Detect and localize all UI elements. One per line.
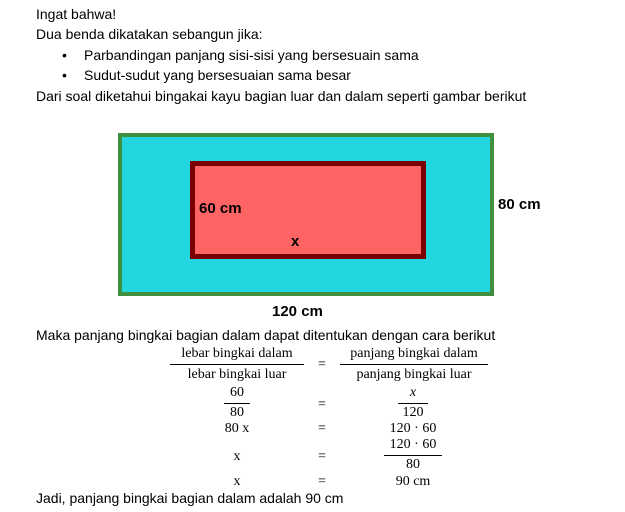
equation-5-left: x xyxy=(233,474,241,489)
equals-sign: = xyxy=(318,397,326,412)
fraction-bar xyxy=(170,364,304,365)
fraction-bar xyxy=(384,455,442,456)
equals-sign: = xyxy=(318,357,326,372)
equation-1-left-denominator: lebar bingkai luar xyxy=(187,367,287,382)
inner-width-label: x xyxy=(291,233,300,250)
fraction-bar xyxy=(340,364,488,365)
bullet-text: Parbandingan panjang sisi-sisi yang bersesuain sama xyxy=(84,47,419,63)
bullet-text: Sudut-sudut yang bersesuaian sama besar xyxy=(84,67,351,83)
similarity-definition: Dua benda dikatakan sebangun jika: xyxy=(36,26,263,42)
equation-2-left-numerator: 60 xyxy=(230,385,244,400)
equation-4-right-numerator: 120 · 60 xyxy=(389,437,437,452)
equation-1-left-numerator: lebar bingkai dalam xyxy=(181,346,293,361)
equation-1-right-numerator: panjang bingkai dalam xyxy=(350,346,478,361)
equation-4-left: x xyxy=(233,449,241,464)
conclusion-text: Jadi, panjang bingkai bagian dalam adalah 90 cm xyxy=(36,490,344,506)
intro-heading: Ingat bahwa! xyxy=(36,6,117,22)
equation-5-right: 90 cm xyxy=(395,474,431,489)
equation-2-right-denominator: 120 xyxy=(402,405,424,420)
equation-1-right-denominator: panjang bingkai luar xyxy=(356,367,472,382)
bullet-icon: • xyxy=(62,47,67,63)
equation-3-left: 80 x xyxy=(224,421,250,436)
equation-4-right-denominator: 80 xyxy=(406,457,420,472)
equals-sign: = xyxy=(318,474,326,489)
inner-height-label: 60 cm xyxy=(199,200,242,217)
equals-sign: = xyxy=(318,421,326,436)
fraction-bar xyxy=(398,403,428,404)
fraction-bar xyxy=(224,403,250,404)
method-text: Maka panjang bingkai bagian dalam dapat ditentukan dengan cara berikut xyxy=(36,327,496,343)
equation-2-right-numerator: x xyxy=(409,385,417,400)
equation-2-left-denominator: 80 xyxy=(230,405,244,420)
outer-height-label: 80 cm xyxy=(498,196,541,213)
bullet-icon: • xyxy=(62,67,67,83)
outer-width-label: 120 cm xyxy=(272,303,323,320)
problem-statement: Dari soal diketahui bingakai kayu bagian luar dan dalam seperti gambar berikut xyxy=(36,88,527,104)
equation-3-right: 120 · 60 xyxy=(389,421,437,436)
equals-sign: = xyxy=(318,449,326,464)
